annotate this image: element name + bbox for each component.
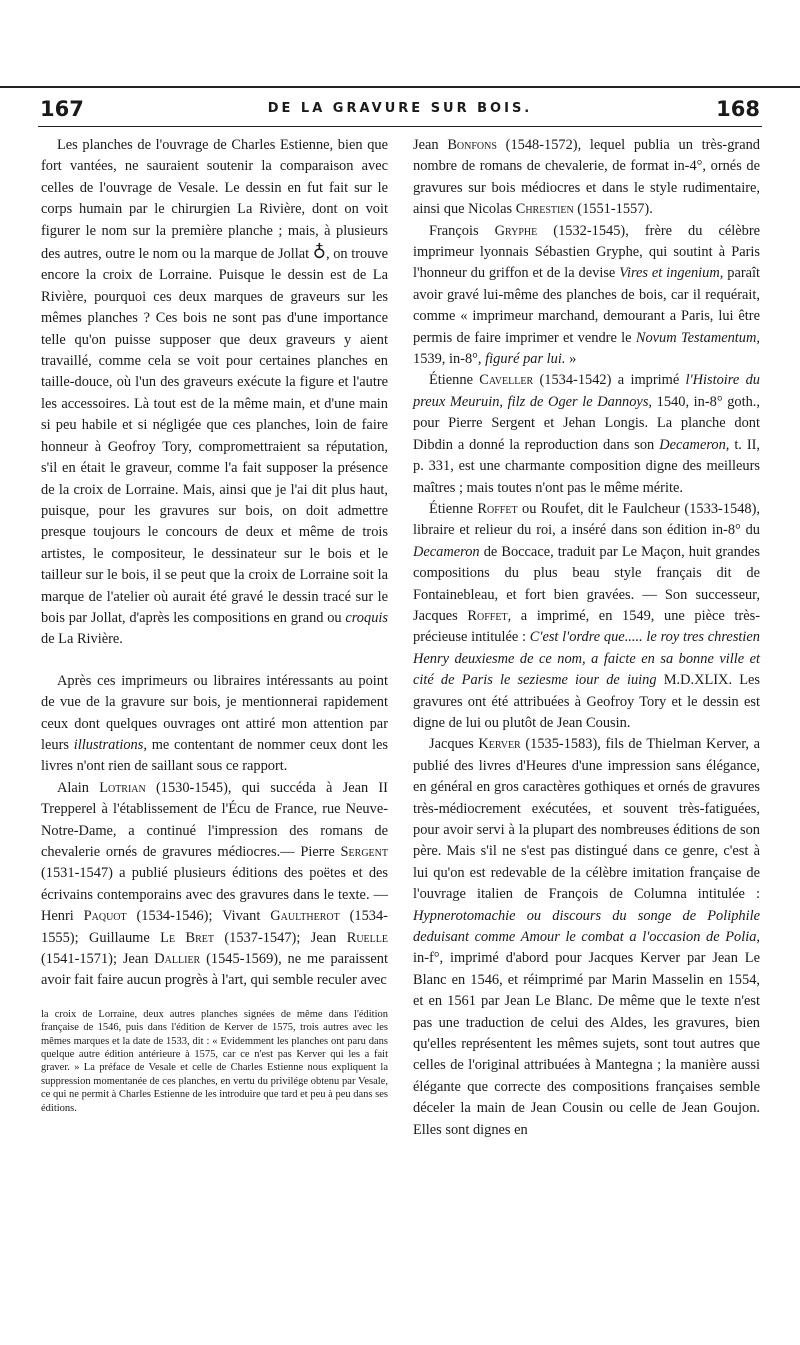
text: M.D.XLIX. Les gravures ont été attribuées à Geofroy Tory et le dessin est digne de lui ou plutôt de Jean Cousin. — [413, 672, 760, 731]
printer-name: Le Bret — [160, 929, 214, 946]
text: Jacques — [429, 736, 474, 753]
text: (1530-1545), qui succéda à Jean II Trepperel à l'établissement de l'Écu de France, rue Neuve-Notre-Dame, a continué l'impression des romans de chevalerie ornés de gravures médiocres.— Pierre — [41, 779, 388, 860]
top-frame-rule — [0, 86, 800, 88]
text: (1545-1569), ne me paraissent avoir fait faire aucun progrès à l'art, qui semble reculer avec — [41, 951, 388, 989]
text: (1531-1547) a publié plusieurs éditions des poëtes et des écrivains contemporains avec des gravures dans le texte. — Henri — [41, 865, 388, 925]
text: paraît avoir gravé lui-même des planches de bois, car il requérait, comme « imprimeur marchand, demourant a Paris, lui être permis de faire imprimer et vendre le — [413, 265, 761, 346]
text: (1534-1555); Guillaume — [41, 908, 388, 946]
italic-text: C'est l'ordre que..... le roy tres chrestien Henry deuxiesme de ce nom, a faicte en sa bonne ville et cité de Paris le seziesme iour de iuing — [413, 629, 760, 689]
text: Étienne — [429, 372, 473, 389]
text: (1548-1572), lequel publia un très-grand nombre de romans de chevalerie, de format in-4°, ornés de gravures sur bois médiocres et dans le style rudimentaire, ainsi que Nicolas — [413, 137, 760, 218]
italic-text: Decameron, — [659, 436, 730, 453]
text: Jean — [413, 137, 439, 153]
printer-name: Gaultherot — [270, 908, 340, 925]
paragraph-kerver — [413, 734, 760, 1141]
printer-name: Lotrian — [99, 779, 146, 796]
text: 1540, in-8° goth., pour Pierre Sergent et Jehan Longis. La planche dont Dibdin a donné la reproduction dans son — [413, 393, 760, 453]
printer-name: Bonfons — [447, 137, 497, 153]
page-number-left: 167 — [40, 97, 84, 121]
text: Alain — [57, 779, 89, 796]
text: , a imprimé, en 1549, une pièce très-précieuse intitulée : — [413, 607, 760, 646]
italic-text: Novum Testamentum, — [635, 329, 760, 346]
paragraph-estienne-planches — [41, 135, 388, 651]
text: (1541-1571); Jean — [41, 951, 149, 968]
printer-name: Kerver — [478, 736, 521, 753]
text: Étienne — [429, 500, 473, 517]
text: me contentant de nommer ceux dont les livres n'ont rien de saillant sous ce rapport. — [41, 736, 388, 775]
italic-text: croquis — [345, 609, 388, 626]
text: » — [569, 351, 577, 368]
text: (1532-1545), frère du célèbre imprimeur lyonnais Sébastien Gryphe, qui soutint à Paris l'honneur du griffon et de la devise — [413, 222, 760, 282]
text: de Boccace, traduit par Le Maçon, huit grandes compositions du plus beau style français dit de Fontainebleau, et fort bien gravées. — Son successeur, Jacques — [413, 543, 760, 624]
printer-name: Roffet — [467, 607, 508, 624]
text: de La Rivière. — [41, 631, 123, 648]
printer-name: Gryphe — [494, 222, 538, 239]
text: (1534-1546); Vivant — [136, 908, 261, 925]
text: 1539, in-8°, — [413, 351, 482, 368]
page-header — [38, 93, 762, 125]
printer-name: Caveller — [479, 372, 534, 389]
text: (1551-1557). — [577, 201, 653, 218]
printer-name: Dallier — [154, 951, 201, 968]
paragraph-caveller — [413, 370, 760, 498]
text: ou Roufet, dit le Faulcheur (1533-1548), libraire et relieur du roi, a inséré dans son édition in-8° du — [413, 500, 760, 539]
printer-name: Paquot — [83, 908, 127, 925]
paragraph-bonfons — [413, 135, 760, 221]
text: , on trouve encore la croix de Lorraine. Puisque le dessin est de La Rivière, pourquoi ces deux marques de graveurs sur les mêmes planches ? Ces bois ne sont pas d'une importance telle qu'on puisse supposer que deux graveurs y aient travaillé, comme cela se voit pour certaines planches en taille-douce, où l'un des graveurs exécute la figure et l'autre les accessoires. Là tout est de la même main, et d'une main si peu habile et si négligée que ces planches, loin de faire honneur à Geofroy Tory, compromettraient sa réputation, s'il en était le graveur, comme l'a fait supposer la présence de la croix de Lorraine. Mais, ainsi que je l'ai dit plus haut, puisque, pour les gravures sur bois, on doit admettre presque toujours le concours de deux et même de trois artistes, le compositeur, le dessinateur sur le bois et le tailleur sur le bois, il se peut que la croix de Lorraine soit la marque de l'atelier où aurait été gravé le dessin tracé sur le bois par Jollat, d'après les compositions en grand ou — [41, 246, 388, 626]
paragraph-roffet — [413, 499, 760, 734]
right-column — [413, 135, 760, 1141]
printer-name: Ruelle — [346, 929, 388, 946]
text: Les planches de l'ouvrage de Charles Estienne, bien que fort vantées, ne sauraient soutenir la comparaison avec celles de l'ouvrage de Vesale. Le dessin en fut fait sur le corps humain par le chirurgien La Rivière, dont on voit figurer le nom sur la première planche ; mais, à plusieurs des autres, outre le nom ou la marque de Jollat — [41, 137, 388, 263]
running-title: DE LA GRAVURE SUR BOIS. — [267, 101, 533, 116]
printer-name: Chrestien — [515, 201, 574, 218]
italic-text: Vires et ingenium, — [619, 265, 724, 282]
footnote: la croix de Lorraine, deux autres planches signées de même dans l'édition française de 1546, puis dans l'édition de Kerver de 1575, trois autres avec les mêmes marques et la date de 1533, dit : « Evidemment les planches ont paru dans quelque autre édition antérieure à 1575, car ce n'est pas Kerver qui les a fait graver. » La préface de Vesale et celle de Charles Estienne nous expliquent la suppression momentanée de ces planches, en vertu du privilége obtenu par Vesale, ce qui ne permit à Charles Estienne de les introduire que tard et peu à peu dans ses éditions. — [41, 1008, 388, 1114]
paragraph-imprimeurs-intro — [41, 671, 388, 778]
left-column — [41, 135, 388, 1115]
page-number-right: 168 — [716, 97, 760, 121]
header-rule — [38, 126, 762, 127]
text: (1534-1542) a imprimé — [539, 372, 680, 389]
paragraph-gryphe — [413, 221, 760, 371]
printer-name: Roffet — [477, 500, 518, 517]
jollat-mark-icon: ♁ — [312, 242, 326, 263]
paragraph-printers-list — [41, 778, 388, 992]
italic-text: figuré par lui. — [485, 351, 566, 368]
text: (1537-1547); Jean — [224, 929, 337, 946]
italic-text: Decameron — [413, 543, 480, 560]
text: in-f°, imprimé d'abord pour Jacques Kerver par Jean Le Blanc en 1546, et réimprimé par Marin Masselin en 1554, et en 1561 par Jean Le Blanc. De même que le texte n'est pas une traduction de celui des Aldes, les gravures, bien qu'elles représentent les mêmes sujets, sont tout autres que celles de l'original attribuées à Mantegna ; la manière aussi élégante que correcte des compositions françaises semble déceler la main de Jean Cousin ou celle de Jean Goujon. Elles sont dignes en — [413, 950, 760, 1138]
italic-text: Hypnerotomachie ou discours du songe de Poliphile deduisant comme Amour le combat a l'occasion de Polia, — [413, 907, 760, 946]
text: t. II, p. 331, est une charmante composition digne des meilleurs maîtres ; mais toutes n'ont pas le même mérite. — [413, 436, 760, 496]
italic-text: l'Histoire du preux Meuruin, filz de Oger le Dannoys, — [413, 372, 760, 410]
text: François — [429, 222, 479, 239]
printer-name: Sergent — [340, 844, 388, 860]
text: (1535-1583), fils de Thielman Kerver, a publié des livres d'Heures d'une impression sans élégance, en général en gros caractères gothiques et ornés de gravures très-médiocrement exécutées, et souvent très-fatiguées, pour avoir servi à la plupart des nombreuses éditions de son père. Mais s'il ne s'est pas distingué dans ce genre, c'est à lui qu'on est redevable de la célèbre imitation française de l'ouvrage italien de François de Columna intitulée : — [413, 736, 760, 903]
italic-text: illustrations, — [73, 736, 147, 753]
text: Après ces imprimeurs ou libraires intéressants au point de vue de la gravure sur bois, je mentionnerai rapidement ceux dont quelques ouvrages ont attiré mon attention par leurs — [41, 672, 388, 753]
